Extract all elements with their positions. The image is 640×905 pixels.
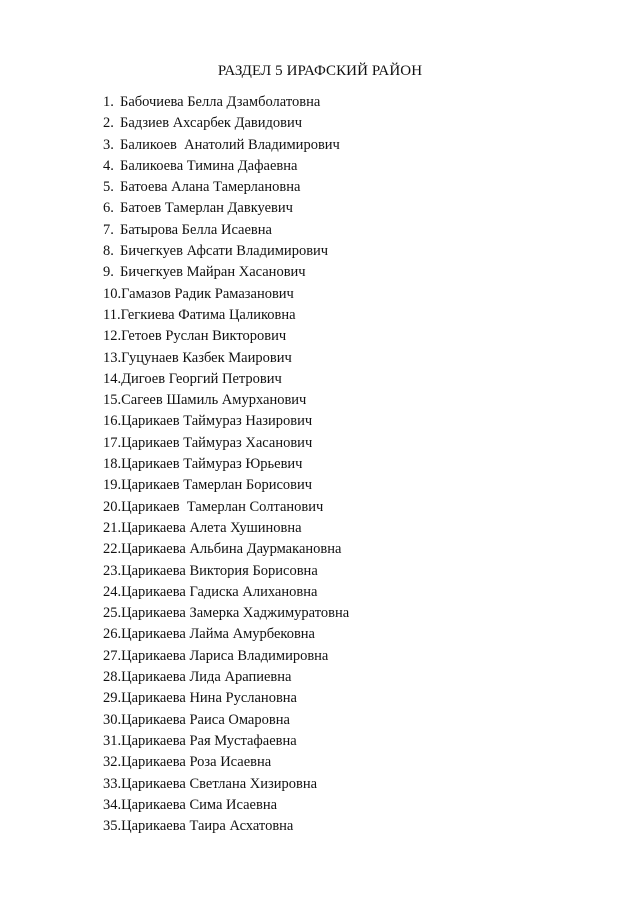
item-name: Бичегкуев Майран Хасанович — [120, 264, 306, 281]
item-number: 19. — [103, 477, 122, 494]
item-name: Бадзиев Ахсарбек Давидович — [120, 115, 303, 132]
item-name: Баликоев Анатолий Владимирович — [120, 136, 340, 153]
item-number: 7. — [103, 221, 114, 238]
list-item — [103, 688, 349, 709]
item-number: 11. — [103, 306, 121, 323]
item-number: 18. — [103, 456, 122, 473]
list-item — [103, 752, 349, 773]
item-name: Сагеев Шамиль Амурханович — [121, 392, 307, 409]
item-number: 14. — [103, 370, 122, 387]
list-item — [103, 284, 349, 305]
item-name: Царикаев Таймураз Назирович — [121, 413, 313, 430]
item-name: Царикаева Лайма Амурбековна — [121, 626, 315, 643]
item-number: 31. — [103, 732, 122, 749]
item-number: 17. — [103, 434, 122, 451]
list-item — [103, 390, 349, 411]
section-title: РАЗДЕЛ 5 ИРАФСКИЙ РАЙОН — [217, 63, 423, 79]
item-name: Царикаева Алета Хушиновна — [121, 519, 302, 536]
list-item — [103, 220, 349, 241]
list-item — [103, 411, 349, 432]
item-name: Батоева Алана Тамерлановна — [120, 179, 301, 196]
list-item — [103, 475, 349, 496]
item-name: Баликоева Тимина Дафаевна — [120, 157, 298, 174]
item-name: Царикаев Тамерлан Борисович — [121, 477, 313, 494]
item-number: 6. — [103, 200, 114, 217]
item-number: 10. — [103, 285, 122, 302]
item-name: Царикаева Виктория Борисовна — [121, 562, 318, 579]
list-item — [103, 518, 349, 539]
item-name: Царикаева Замерка Хаджимуратовна — [121, 605, 350, 622]
item-name: Царикаева Раиса Омаровна — [121, 711, 290, 728]
list-item — [103, 262, 349, 283]
item-name: Царикаева Светлана Хизировна — [121, 775, 318, 792]
item-name: Батоев Тамерлан Давкуевич — [120, 200, 293, 217]
item-name: Царикаев Тамерлан Солтанович — [121, 498, 324, 515]
item-name: Царикаев Таймураз Юрьевич — [121, 456, 303, 473]
item-number: 32. — [103, 754, 122, 771]
item-name: Гамазов Радик Рамазанович — [121, 285, 294, 302]
list-item — [103, 816, 349, 837]
item-number: 20. — [103, 498, 122, 515]
list-item — [103, 92, 349, 113]
item-name: Царикаева Альбина Даурмакановна — [121, 541, 342, 558]
item-name: Гуцунаев Казбек Маирович — [121, 349, 292, 366]
list-item — [103, 774, 349, 795]
item-name: Царикаева Сима Исаевна — [121, 796, 278, 813]
item-name: Гегкиева Фатима Цаликовна — [120, 306, 296, 323]
item-number: 9. — [103, 264, 114, 281]
item-name: Бабочиева Белла Дзамболатовна — [120, 94, 321, 110]
item-number: 22. — [103, 541, 122, 558]
list-item — [103, 710, 349, 731]
list-item — [103, 177, 349, 198]
item-number: 30. — [103, 711, 122, 728]
list-item — [103, 156, 349, 177]
item-number: 8. — [103, 243, 114, 260]
list-item — [103, 667, 349, 688]
list-item — [103, 305, 349, 326]
item-number: 15. — [103, 392, 122, 409]
item-name: Бичегкуев Афсати Владимирович — [120, 243, 329, 260]
item-number: 35. — [103, 818, 122, 835]
list-item — [103, 582, 349, 603]
item-name: Гетоев Руслан Викторович — [121, 328, 287, 345]
list-item — [103, 795, 349, 816]
list-item — [103, 135, 349, 156]
item-number: 27. — [103, 647, 122, 664]
name-list — [103, 92, 349, 837]
item-number: 29. — [103, 690, 122, 707]
list-item — [103, 198, 349, 219]
item-number: 34. — [103, 796, 122, 813]
item-number: 33. — [103, 775, 122, 792]
item-number: 1. — [103, 94, 114, 110]
item-number: 23. — [103, 562, 122, 579]
item-name: Царикаева Гадиска Алихановна — [121, 583, 318, 600]
list-item — [103, 454, 349, 475]
item-number: 21. — [103, 519, 122, 536]
list-item — [103, 369, 349, 390]
item-name: Дигоев Георгий Петрович — [121, 370, 282, 387]
list-item — [103, 624, 349, 645]
item-name: Царикаева Нина Руслановна — [121, 690, 297, 707]
list-item — [103, 326, 349, 347]
item-number: 3. — [103, 136, 114, 153]
item-name: Царикаева Лида Арапиевна — [121, 669, 292, 686]
item-number: 12. — [103, 328, 122, 345]
list-item — [103, 603, 349, 624]
item-name: Царикаева Роза Исаевна — [121, 754, 272, 771]
item-number: 28. — [103, 669, 122, 686]
list-item — [103, 497, 349, 518]
item-name: Царикаева Лариса Владимировна — [121, 647, 329, 664]
list-item — [103, 433, 349, 454]
item-number: 24. — [103, 583, 122, 600]
item-number: 25. — [103, 605, 122, 622]
list-item — [103, 561, 349, 582]
list-item — [103, 348, 349, 369]
item-number: 5. — [103, 179, 114, 196]
list-item — [103, 113, 349, 134]
item-number: 26. — [103, 626, 122, 643]
item-name: Царикаева Рая Мустафаевна — [121, 732, 297, 749]
item-number: 4. — [103, 157, 114, 174]
item-name: Батырова Белла Исаевна — [120, 221, 272, 238]
list-item — [103, 539, 349, 560]
item-name: Царикаев Таймураз Хасанович — [121, 434, 313, 451]
list-item — [103, 241, 349, 262]
item-number: 2. — [103, 115, 114, 132]
item-number: 16. — [103, 413, 122, 430]
list-item — [103, 731, 349, 752]
item-number: 13. — [103, 349, 122, 366]
item-name: Царикаева Таира Асхатовна — [121, 818, 294, 835]
list-item — [103, 646, 349, 667]
